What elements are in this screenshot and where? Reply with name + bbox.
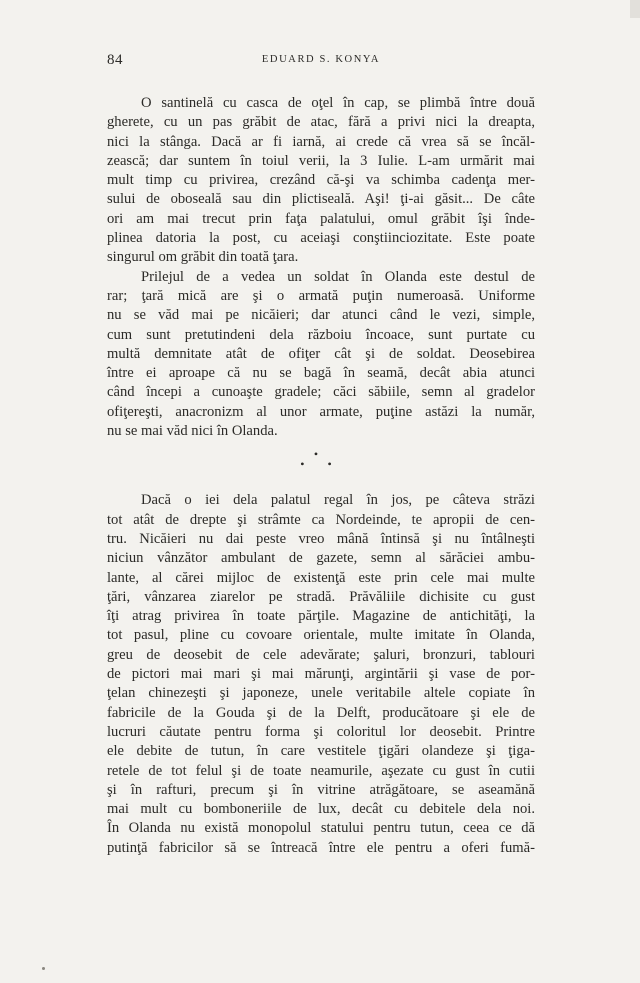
text-line: plinea datoria la post, cu aceiaşi conştiinciozitate. Este poate bbox=[107, 230, 535, 247]
text-line: ele debite de tutun, în care vestitele ţigări olandeze şi ţiga- bbox=[107, 743, 535, 760]
paper-speck bbox=[42, 967, 45, 970]
running-head: EDUARD S. KONYA bbox=[261, 54, 381, 65]
text-line: fabricile de la Gouda şi de la Delft, producătoare şi ele de bbox=[107, 704, 535, 721]
text-line: ofiţereşti, anacronizm al unor armate, puţine astăzi la număr, bbox=[107, 403, 535, 420]
text-line: şi în rafturi, precum şi în vitrine atrăgătoare, se aseamănă bbox=[107, 781, 535, 798]
text-line: mai mult cu bomboneriile de lux, decât cu debitele dela noi. bbox=[107, 801, 535, 818]
section-separator bbox=[107, 447, 535, 472]
text-line: nu se mai văd nici în Olanda. bbox=[107, 423, 278, 440]
text-line: rar; ţară mică are şi o armată puţin numeroasă. Uniforme bbox=[107, 287, 535, 304]
text-line: între ei aproape că nu se bagă în seamă, decât abia atunci bbox=[107, 365, 535, 382]
page-corner-shadow bbox=[630, 0, 640, 18]
text-line: îţi atrag privirea în toate părţile. Magazine de antichităţi, la bbox=[107, 608, 535, 625]
text-line: când începi a cunoaşte gradele; căci săbiile, semn al gradelor bbox=[107, 384, 535, 401]
paragraph-2 bbox=[107, 268, 535, 442]
text-line: mult timp cu privirea, crezând că-şi va schimba cadenţa mer- bbox=[107, 172, 535, 189]
text-line: de pictori mai mari şi mai mărunţi, argintării şi vase de por- bbox=[107, 666, 535, 683]
text-line: ţelan chinezeşti şi japoneze, unele veritabile altele copiate în bbox=[107, 685, 535, 702]
text-line: greu de deosebit de cele adevărate; şaluri, bronzuri, tablouri bbox=[107, 646, 535, 663]
text-line: multă demnitate atât de ofiţer cât şi de soldat. Deosebirea bbox=[107, 345, 535, 362]
page-number: 84 bbox=[107, 52, 123, 68]
text-line: O santinelă cu casca de oţel în cap, se plimbă între două bbox=[141, 95, 535, 111]
paragraph-1 bbox=[107, 94, 535, 268]
text-line: lucruri căutate pentru forma şi coloritul lor deosebit. Printre bbox=[107, 723, 535, 740]
text-line: niciun vânzător ambulant de gazete, semn al sărăciei ambu- bbox=[107, 550, 535, 567]
text-line: cum sunt pretutindeni dela războiu încoace, sunt purtate cu bbox=[107, 326, 535, 343]
text-line: tot atât de drepte şi strâmte ca Nordeinde, te apropii de cen- bbox=[107, 511, 535, 528]
text-line: ori am mai trecut prin faţa palatului, omul grăbit îşi înde- bbox=[107, 210, 535, 227]
page-header bbox=[107, 52, 535, 72]
separator-bottom-marks: • • bbox=[300, 457, 342, 472]
text-line: putinţă fabricilor să se întreacă între ele pentru a oferi fumă- bbox=[107, 839, 535, 856]
separator-top-mark: • bbox=[313, 447, 329, 462]
text-line: ţări, vânzarea ziarelor pe stradă. Prăvăliile dichisite cu gust bbox=[107, 588, 535, 605]
text-line: tot pasul, pline cu covoare orientale, multe imitate în Olanda, bbox=[107, 627, 535, 644]
text-line: Prilejul de a vedea un soldat în Olanda este destul de bbox=[141, 268, 535, 285]
text-line: Dacă o iei dela palatul regal în jos, pe câteva străzi bbox=[141, 492, 535, 509]
text-line: sului de oboseală sau din plictiseală. Aşi! ţi-ai găsit... De câte bbox=[107, 191, 535, 208]
text-line: gherete, cu un pas grăbit de atac, fără a privi nici la dreapta, bbox=[107, 114, 535, 131]
text-line: lante, al cărei mijloc de existenţă este prin cele mai multe bbox=[107, 569, 535, 586]
text-line: zească; dar suntem în toiul verii, la 3 Iulie. L-am urmărit mai bbox=[107, 152, 535, 169]
body-text bbox=[107, 94, 535, 858]
text-line: nici la stânga. Dacă ar fi iarnă, ai crede că vrea să se încăl- bbox=[107, 133, 535, 150]
paragraph-3 bbox=[107, 491, 535, 858]
text-line: În Olanda nu există monopolul statului pentru tutun, ceea ce dă bbox=[107, 820, 535, 837]
text-line: tru. Nicăieri nu dai peste vreo mână întinsă şi nu întâlneşti bbox=[107, 530, 535, 547]
text-line: retele de tot felul şi de toate neamurile, aşezate cu gust în cutii bbox=[107, 762, 535, 779]
text-line: singurul om grăbit din toată ţara. bbox=[107, 249, 299, 266]
text-line: nu se văd mai pe nicăieri; dar atunci când le vezi, simple, bbox=[107, 307, 535, 324]
